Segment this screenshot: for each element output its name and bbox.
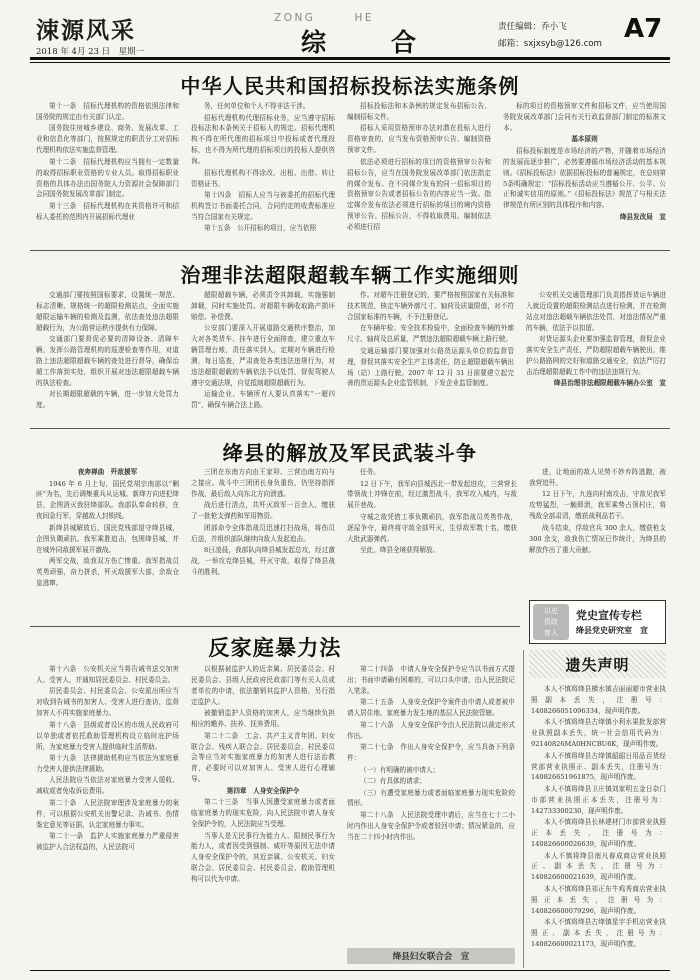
notice-list (531, 684, 666, 966)
ad-headline: 党史宣传专栏 (576, 609, 642, 622)
paragraph: 第二十七条 作出人身安全保护令，应当具备下列条件： (347, 743, 515, 763)
article-3-title: 绛县的解放及军民武装斗争 (222, 441, 478, 465)
paragraph: 第十八条 县级或者设区的市级人民政府可以单独或者依托救助管理机构设立临时庇护场所，为家庭暴力受害人提供临时生活帮助。 (36, 720, 179, 751)
section-divider (30, 428, 670, 429)
paragraph: 进，让地面的敌人见势不妙弃阵逃跑，被我营追歼。 (529, 468, 666, 487)
article-1-title: 中华人民共和国招标投标法实施条例 (180, 74, 520, 98)
paragraph: 8日凌晨，我部队向绛县城发起总攻，经过激战，一举攻克绛县城，歼灭守敌，取得了绛县战斗的胜利。 (191, 546, 335, 576)
paragraph: 新绛县城解放后，国民党残部退守绛县城，企图负隅顽抗。我军乘胜追击，包围绛县城，并在城外同敌援军展开激战。 (36, 523, 179, 554)
article-2-col-1 (36, 290, 179, 424)
paragraph: （三）有遭受家庭暴力或者面临家庭暴力现实危险的情形。 (347, 788, 515, 808)
ad-credit: 绛县党史研究室 宣 (576, 625, 648, 635)
notice-item: 本人不慎将绛县古绛镇韶韶日用品百货经营部营业执照正、副本丢失，注册号为：140826651961875，现声明作废。 (531, 751, 666, 782)
paragraph: 对货运源头企业要加强监督管理，督促企业落实安全生产责任，严防超限超载车辆驶出，维护公路路网的完好和道路交通安全，依法严厉打击治理超限超载工作中的违法违规行为。 (526, 335, 666, 376)
paragraph: 第二十八条 人民法院受理申请后，应当在七十二小时内作出人身安全保护令或者驳回申请；情况紧急的，应当在二十四小时内作出。 (347, 810, 515, 841)
footer-rule (30, 970, 670, 971)
subheading: 夜奔禅曲 歼敌援军 (77, 468, 138, 476)
paragraph: （一）有明确的被申请人； (360, 765, 440, 774)
section-english: ZONG HE (274, 12, 374, 24)
footer-band-label: 绛县妇女联合会 宣 (392, 952, 470, 962)
paragraph: 交通部门要按照国标要求，设置统一规范、标志清晰、规格统一的超限检测站点，全面实施超限运输车辆的检测及监测，依法查处违法超限超载行为，为公路营运秩序提供有力保障。 (36, 291, 179, 332)
footer-band (347, 948, 515, 964)
paragraph: 第十三条 招标代理机构在其资格许可和招标人委托的范围内开展招标代理业 (36, 201, 179, 221)
paragraph: 标的项目的资格预审文件和招标文件，应当使用国务院发展改革部门会同有关行政监督部门制定的标准文本。 (503, 102, 666, 132)
article-3-col-3 (347, 467, 517, 619)
byline: 绛县发改局 宣 (619, 212, 666, 221)
article-3-col-4 (529, 467, 666, 589)
paragraph: 1946 年 6 月上旬，国民党胡宗南部以“剿匪”为名，先后调集重兵从运城、新绛方向进犯绛县，企图消灭我驻绛部队。我部队奉命转移，在夜间急行军，穿越敌人封锁线。 (36, 479, 179, 521)
ad-seal-line: 以史 (544, 607, 558, 615)
subheading: 基本原则 (571, 135, 598, 144)
paragraph: 第二十六条 人身安全保护令由人民法院以裁定形式作出。 (347, 720, 515, 740)
header-rule-thin (30, 62, 670, 63)
paragraph: 招标代理机构不得涂改、出租、出借、转让资格证书。 (191, 168, 335, 188)
article-2-col-3 (347, 290, 514, 424)
paragraph: 第十九条 法律援助机构应当依法为家庭暴力受害人提供法律援助。 (36, 754, 179, 773)
paragraph: 依法必须进行招标的项目的资格预审公告和招标公告，应当在国务院发展改革部门依法指定的媒介发布。在不同媒介发布的同一招标项目的资格预审公告或者招标公告的内容应当一致。指定媒介发布依法必须进行招标的项目的境内资格预审公告、招标公告，不得收取费用。编制依法必须进行招 (347, 157, 491, 232)
notice-item: 本人不慎将绛县古绛镇星宇手机店营业执照正、副本丢失，注册号为：140826600021173，现声明作废。 (531, 918, 666, 948)
paragraph: 超限超载车辆，必须责令其卸载，实施强制卸载，同时实施处罚。对超限车辆收取路产损坏赔偿、补偿费。 (191, 291, 335, 321)
notice-item: 本人不慎将绛县南凡春成商店营业执照正、副本丢失，注册号为：140826600021639，现声明作废。 (531, 851, 666, 882)
paragraph: 运输企业、车辆所有人要认真落实“一超四罚”，确保车辆合法上路。 (191, 390, 335, 410)
paragraph: 第二十条 人民法院审理涉及家庭暴力的案件，可以根据公安机关出警记录、告诫书、伤情鉴定意见等证据，认定家庭暴力事实。 (36, 798, 179, 829)
paragraph: 招标投标法和本条例的规定发布招标公告、编制招标文件。 (347, 102, 491, 121)
paragraph: 至此，绛县全境获得解放。 (360, 546, 440, 555)
paragraph: 团部命令全体指战员迅速打扫战场，将伤员后送，并组织部队继续向敌人发起追击。 (191, 523, 335, 543)
paragraph: 第十六条 公安机关应当将告诫书送交加害人、受害人，并通知居民委员会、村民委员会。 (36, 665, 179, 684)
article-3-col-2 (191, 467, 335, 619)
paragraph: 第十二条 招标代理机构应当拥有一定数量的取得招标职业资格的专业人员。取得招标职业资格的具体办法由国务院人力资源社会保障部门会同国务院发展改革部门制定。 (36, 157, 179, 199)
notice-title-bar (529, 650, 666, 678)
article-2-title: 治理非法超限超载车辆工作实施细则 (180, 263, 520, 287)
paragraph: 第二十二条 工会、共产主义青年团、妇女联合会、残疾人联合会、居民委员会、村民委员会等应当对实施家庭暴力的加害人进行法治教育，必要时可以对加害人、受害人进行心理辅导。 (191, 731, 335, 784)
editor-credit: 责任编辑：乔小飞 (498, 22, 567, 32)
notice-item: 本人不慎将绛县横水镇吉丽丽超市营业执照副本丢失，注册号：1408266051096334，现声明作废。 (531, 685, 666, 715)
paragraph: 任务。 (360, 468, 380, 476)
article-1-col-3 (347, 101, 491, 244)
paragraph: 居民委员会、村民委员会、公安派出所应当对收到告诫书的加害人、受害人进行查访，监督加害人不再实施家庭暴力。 (36, 687, 179, 718)
paragraph: 对长期超限超载的车辆，进一步加大处罚力度。 (36, 390, 179, 410)
article-3-col-1 (36, 467, 179, 619)
paragraph: 国务院住房城乡建设、商务、发展改革、工业和信息化等部门，按照规定的职责分工对招标代理机构依法实施监督管理。 (36, 124, 179, 155)
page-number: A7 (624, 14, 663, 44)
paragraph: 交通部门要督促必要的清障设备、清障车辆，发挥公路管理机构的巡逻检查等作用，对道路上违法超限超载车辆的查处进行督导，确保治超工作落到实处，组织开展对违法超限超载车辆的执法检查。 (36, 335, 179, 387)
notice-item: 本人不慎将绛县祁正东牛鸡秀商店营业执照正本丢失，注册号为：140826600079296，现声明作废。 (531, 884, 666, 915)
party-history-ad (529, 600, 666, 644)
paragraph: 战后进行清点，共歼灭敌军一百余人，缴获了一批枪支弹药和军用物资。 (191, 501, 335, 521)
notice-item: 本人不慎将绛县长林建材门市部营业执照正本丢失，注册号为：140826600026639，现声明作废。 (531, 818, 666, 849)
paragraph: （二）有具体的请求； (360, 777, 426, 786)
ad-seal (533, 604, 569, 640)
article-1-col-2 (191, 101, 335, 244)
paragraph: 以根据被监护人的近亲属、居民委员会、村民委员会、县级人民政府民政部门等有关人员或者单位的申请，依法撤销其监护人资格，另行指定监护人。 (191, 665, 335, 706)
paragraph: 务，任何单位和个人不得非法干涉。 (204, 102, 310, 110)
article-1-col-4 (503, 101, 666, 244)
paragraph: 在车辆年检、安全技术检验中，全面检查车辆的外廓尺寸、轴荷及总质量，严禁违法超限超载车辆上路行驶。 (347, 324, 514, 344)
article-4-col-1 (36, 664, 179, 964)
paragraph: 两军交战，敌我双方伤亡惨重。我军指战员英勇顽强，奋力拼杀，歼灭敌援军大部，余敌仓皇逃窜。 (36, 557, 179, 587)
paragraph: 公安部门要深入开展道路交通秩序整治，加大对各类货车、挂车进行全面排查，建立重点车辆管理台账，责任落实到人，定期对车辆进行检测，每日巡查，严肃查处各类违法违规行为，对违法超限超载的车辆依法予以处罚，督促驾驶人遵守交通法规，自觉抵制超限超载行为。 (191, 324, 335, 387)
paragraph: 作。对超车注册登记的，要严格按照国家有关标准和技术规范，核定车辆外廓尺寸、轴荷及质量限值，对不符合国家标准的车辆，不予注册登记。 (347, 291, 514, 321)
notice-item: 本人不慎将绛县古绛镇小利水果批发部营业执照副本丢失，统一社会信用代码为：92140826MA0HNCBU6K，现声明作废。 (531, 718, 666, 749)
paragraph: 第二十四条 申请人身安全保护令应当以书面方式提出；书面申请确有困难的，可以口头申请，由人民法院记入笔录。 (347, 665, 515, 695)
header-rule (30, 57, 670, 60)
section-divider (30, 626, 520, 627)
notice-title: 遗失声明 (565, 656, 630, 674)
paragraph: 战斗结束，俘敌官兵 300 余人，缴获枪支 300 余支，敌我伤亡情况已作统计，为绛县的解放作出了重大贡献。 (529, 523, 666, 554)
paragraph: 12 日下午，九连向村南攻击，守敌见我军攻势猛烈，一触即溃，我军乘势占领村庄，将残敌全部肃清，缴获战利品若干。 (529, 490, 666, 521)
paragraph: 公安机关交通管理部门负责指挥货运车辆进入就近设置的超限检测站点进行检测，并在检测站点对违法超载车辆依法处罚，对违法情况严重的车辆，依法予以扣留。 (526, 291, 666, 332)
paragraph: 人民法院应当依法对家庭暴力受害人缓收、减收或者免收诉讼费用。 (36, 776, 179, 796)
paragraph: 第十一条 招标代理机构的资格依照法律和国务院的规定由有关部门认定。 (36, 102, 179, 121)
paragraph: 第二十三条 当事人因遭受家庭暴力或者面临家庭暴力的现实危险，向人民法院申请人身安全保护令的，人民法院应当受理。 (191, 798, 335, 829)
notice-item: 本人不慎将绛县卫庄镇刘家明五金日杂门市部营业执照正本丢失，注册号为：142733300230，现声明作废。 (531, 784, 666, 815)
editor-email[interactable]: 邮箱：sxjxsyb@126.com (498, 39, 602, 49)
paragraph: 交通运输部门要加强对公路货运源头单位的监督管理，督促其落实安全生产主体责任，防止超限超载车辆出场（站）上路行驶。2007 年 12 月 31 日前要建立起完善的货运源头企业监管机制，下发企业监管制度。 (347, 346, 514, 388)
brand-title: 涑源风采 (36, 17, 136, 44)
paragraph: 三团在东南方向由王家卯、三营由南方向与之接应。战斗中三团团长身负重伤，仍坚持指挥作战，最后敌人向东北方向溃逃。 (191, 468, 335, 498)
ad-seal-line: 资政 (544, 618, 558, 626)
column-divider (523, 650, 524, 968)
paragraph: 当事人是无民事行为能力人、限制民事行为能力人，或者因受到强制、威吓等原因无法申请人身安全保护令的，其近亲属、公安机关、妇女联合会、居民委员会、村民委员会、救助管理机构可以代为申请。 (191, 831, 335, 884)
paragraph: 守城之敌凭借工事负隅顽抗，我军指战员英勇作战，逐屋争夺，最终将守敌全部歼灭，生俘敌军数十名，缴获大批武器弹药。 (347, 512, 517, 543)
paragraph: 招标投标制度是市场经济的产物，并随着市场经济的发展而逐步推广，必然要遵循市场经济活动的基本规则。《招标投标法》依据招标投标的普遍规定，在总则第5条明确规定：“招标投标活动应当遵循公开、公平、公正和诚实信用的原则。”《招标投标法》规范了与相关法律规范有所区别的具体程序和内容。 (503, 146, 666, 210)
paragraph: 第二十五条 人身安全保护令案件由申请人或者被申请人居住地、家庭暴力发生地的基层人民法院管辖。 (347, 698, 515, 718)
ad-seal-line: 育人 (544, 629, 558, 637)
article-4-col-3 (347, 664, 515, 944)
article-4-title: 反家庭暴力法 (208, 635, 342, 660)
section-title: 综 合 (301, 28, 422, 57)
paragraph: 被撤销监护人资格的加害人，应当继续负担相应的赡养、扶养、抚养费用。 (191, 709, 335, 729)
subheading: 第四章 人身安全保护令 (226, 786, 300, 795)
article-1-col-1 (36, 101, 179, 244)
article-2-col-2 (191, 290, 335, 424)
paragraph: 12 日下午，我军向县城西北一带发起进攻，三营营长带领战士冲锋在前，经过激烈战斗，我军攻入城内，与敌展开巷战。 (347, 479, 517, 510)
byline: 绛县治理非法超限超载车辆办公室 宣 (553, 379, 666, 388)
paragraph: 第十五条 公开招标的项目，应当依照 (204, 224, 317, 233)
section-divider (30, 250, 670, 251)
issue-date: 2018 年 4月 23 日 星期一 (36, 47, 145, 57)
article-4-col-2 (191, 664, 335, 964)
article-2-col-4 (526, 290, 666, 424)
paragraph: 第二十一条 监护人实施家庭暴力严重侵害被监护人合法权益的，人民法院可 (36, 832, 179, 852)
paragraph: 招标代理机构代理招标业务，应当遵守招标投标法和本条例关于招标人的规定。招标代理机构不得在所代理的招标项目中投标或者代理投标，也不得为所代理的招标项目的投标人提供咨询。 (191, 113, 335, 166)
paragraph: 招标人采用资格预审办法对潜在投标人进行资格审查的，应当发布资格预审公告、编制资格预审文件。 (347, 124, 491, 155)
paragraph: 第十四条 招标人应当与被委托的招标代理机构签订书面委托合同，合同约定的收费标准应当符合国家有关规定。 (191, 191, 335, 221)
